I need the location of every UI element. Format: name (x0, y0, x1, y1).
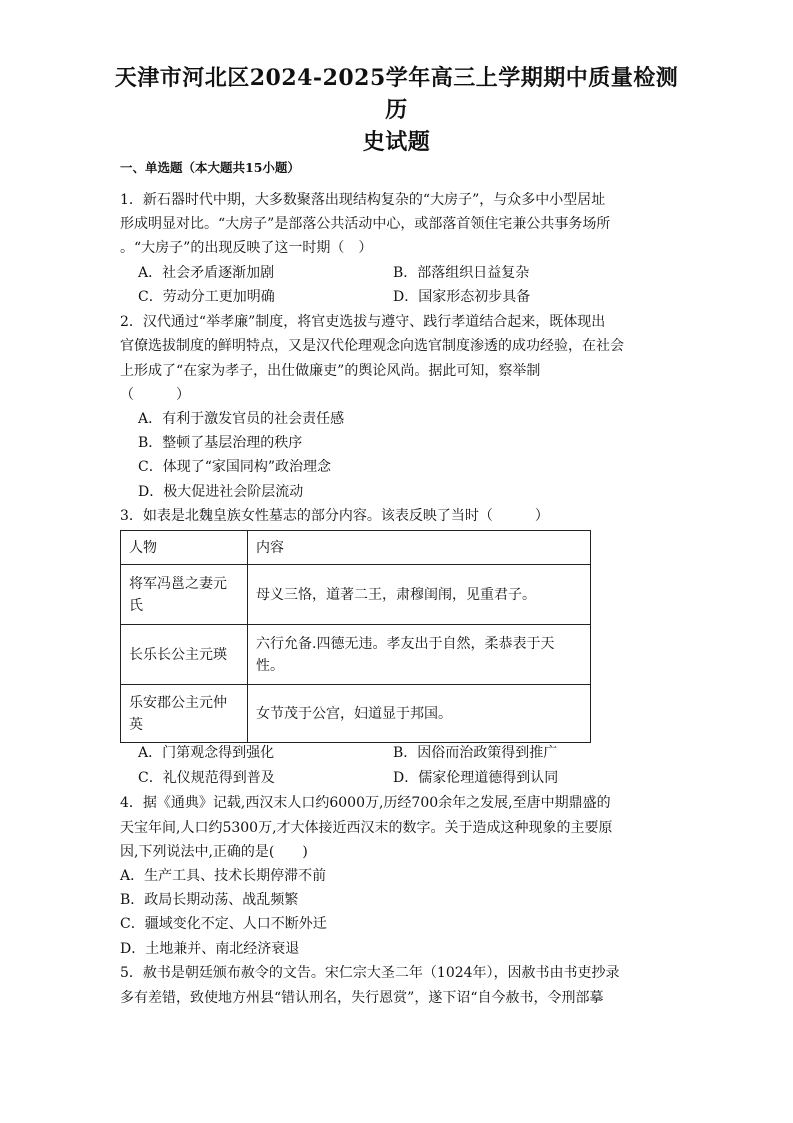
q1-stem-line-2: 形成明显对比。“大房子”是部落公共活动中心，或部落首领住宅兼公共事务场所 (120, 216, 611, 232)
table-header-cell: 内容 (248, 531, 591, 565)
table-cell: 乐安郡公主元仲英 (121, 685, 248, 743)
q3-option-c: C．礼仪规范得到普及 (138, 770, 275, 786)
q2-option-b: B．整顿了基层治理的秩序 (138, 435, 303, 451)
q1-option-d: D．国家形态初步具备 (393, 289, 531, 305)
q1-option-b: B．部落组织日益复杂 (393, 265, 530, 281)
q3-table (120, 530, 591, 743)
q2-stem-line-2: 官僚选拔制度的鲜明特点，又是汉代伦理观念向选官制度渗透的成功经验，在社会 (120, 338, 624, 354)
q2-option-a: A．有利于激发官员的社会责任感 (138, 411, 345, 427)
q5-stem-line-2: 多有差错，致使地方州县“错认刑名，失行恩赏”，遂下诏“自今赦书，令刑部摹 (120, 990, 604, 1006)
table-header-cell: 人物 (121, 531, 248, 565)
q1-stem-line-3: 。“大房子”的出现反映了这一时期（ ） (120, 240, 373, 256)
q4-stem-line-3: 因,下列说法中,正确的是( ) (120, 844, 308, 860)
q1-option-c: C．劳动分工更加明确 (138, 289, 275, 305)
title-line-2: 史试题 (362, 129, 431, 155)
q2-stem-line-1: 2．汉代通过“举孝廉”制度，将官吏选拔与遵守、践行孝道结合起来，既体现出 (120, 314, 606, 330)
q4-option-c: C．疆域变化不定、人口不断外迁 (120, 916, 327, 932)
q1-stem-line-1: 1．新石器时代中期，大多数聚落出现结构复杂的“大房子”，与众多中小型居址 (120, 192, 606, 208)
table-cell: 将军冯邕之妻元氏 (121, 565, 248, 625)
q4-option-a: A．生产工具、技术长期停滞不前 (120, 868, 327, 884)
table-row (121, 625, 591, 685)
q2-stem-line-4: （ ） (120, 387, 190, 403)
table-header-row (121, 531, 591, 565)
table-cell: 女节茂于公宫，妇道显于邦国。 (248, 685, 591, 743)
title-line-1: 天津市河北区2024-2025学年高三上学期期中质量检测历 (114, 65, 679, 123)
q2-option-c: C．体现了“家国同构”政治理念 (138, 459, 332, 475)
section-heading: 一、单选题（本大题共15小题） (120, 160, 300, 175)
q4-stem-line-1: 4．据《通典》记载,西汉末人口约6000万,历经700余年之发展,至唐中期鼎盛的 (120, 795, 611, 811)
q3-option-d: D．儒家伦理道德得到认同 (393, 770, 559, 786)
table-row (121, 565, 591, 625)
q3-option-a: A．门第观念得到强化 (138, 745, 275, 761)
table-row (121, 685, 591, 743)
table-cell: 长乐长公主元瑛 (121, 625, 248, 685)
q5-stem-line-1: 5．赦书是朝廷颁布赦令的文告。宋仁宗大圣二年（1024年），因赦书由书吏抄录 (120, 965, 620, 981)
q2-stem-line-3: 上形成了“在家为孝子，出仕做廉吏”的舆论风尚。据此可知，察举制 (120, 363, 541, 379)
q3-stem: 3．如表是北魏皇族女性墓志的部分内容。该表反映了当时（ ） (120, 508, 549, 524)
exam-title (110, 62, 683, 158)
q2-option-d: D．极大促进社会阶层流动 (138, 484, 304, 500)
q3-option-b: B．因俗而治政策得到推广 (393, 745, 558, 761)
q4-option-b: B．政局长期动荡、战乱频繁 (120, 892, 299, 908)
table-cell: 六行允备.四德无违。孝友出于自然，柔恭表于天性。 (248, 625, 591, 685)
table-cell: 母义三恪，道著二王，肃穆闺闱，见重君子。 (248, 565, 591, 625)
q4-stem-line-2: 天宝年间,人口约5300万,才大体接近西汉末的数字。关于造成这种现象的主要原 (120, 820, 613, 836)
q4-option-d: D．土地兼并、南北经济衰退 (120, 941, 300, 957)
q1-option-a: A．社会矛盾逐渐加剧 (138, 265, 275, 281)
